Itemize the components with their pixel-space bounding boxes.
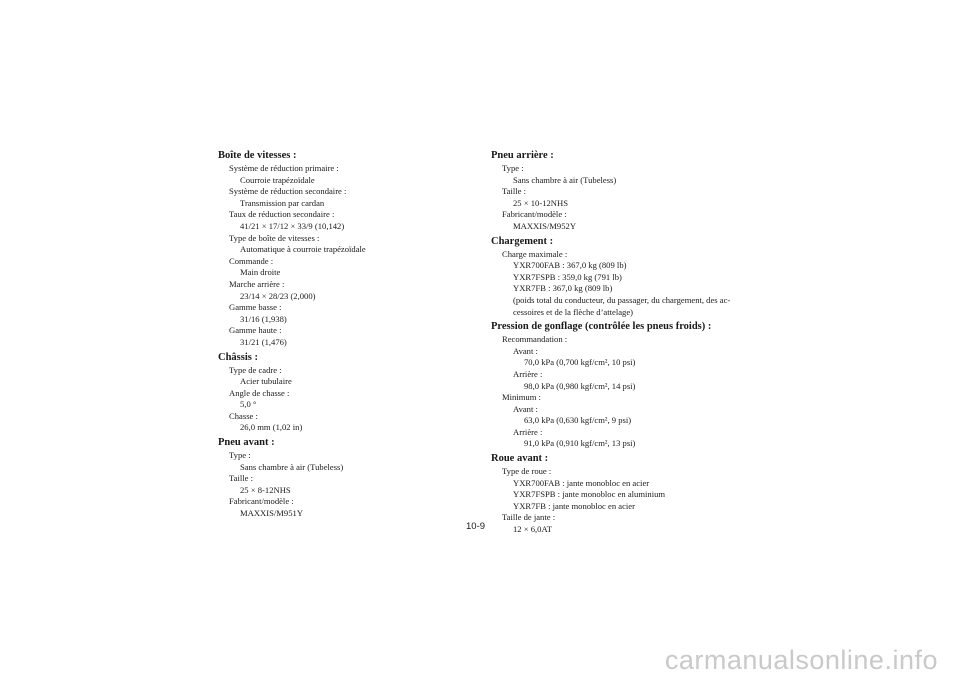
spec-label: Type : xyxy=(229,450,251,461)
spec-label: Type de cadre : xyxy=(229,364,282,375)
spec-value: YXR7FB : 367,0 kg (809 lb) xyxy=(513,283,613,294)
spec-label: Type : xyxy=(502,163,524,173)
spec-value: 5,0 ° xyxy=(240,399,257,410)
spec-value: Sans chambre à air (Tubeless) xyxy=(240,461,344,472)
spec-label: Angle de chasse : xyxy=(229,387,290,398)
spec-value: Acier tubulaire xyxy=(240,376,292,387)
spec-value: 70,0 kPa (0,700 kgf/cm², 10 psi) xyxy=(524,357,636,368)
spec-value: 98,0 kPa (0,980 kgf/cm², 14 psi) xyxy=(524,380,636,391)
spec-label: Gamme haute : xyxy=(229,325,282,336)
spec-value: YXR7FSPB : jante monobloc en aluminium xyxy=(513,489,666,500)
spec-label: Système de réduction secondaire : xyxy=(229,186,347,197)
spec-label: Type de roue : xyxy=(502,466,552,477)
spec-value: Transmission par cardan xyxy=(240,197,325,208)
spec-value: 41/21 × 17/12 × 33/9 (10,142) xyxy=(240,220,345,231)
spec-label: Marche arrière : xyxy=(229,278,285,289)
spec-value: Arrière : xyxy=(513,368,543,379)
spec-label: Taille : xyxy=(229,473,253,484)
spec-label: Taille : xyxy=(502,186,526,197)
watermark: carmanualsonline.info xyxy=(664,645,938,675)
spec-value: 63,0 kPa (0,630 kgf/cm², 9 psi) xyxy=(524,415,632,426)
spec-value: Sans chambre à air (Tubeless) xyxy=(513,174,617,185)
spec-label: Minimum : xyxy=(502,392,541,403)
section-heading: Chargement : xyxy=(491,235,554,247)
spec-value: 26,0 mm (1,02 in) xyxy=(240,422,303,433)
spec-value: YXR7FB : jante monobloc en acier xyxy=(513,500,635,511)
left-spec-column xyxy=(218,147,468,520)
spec-value: (poids total du conducteur, du passager, du chargement, des ac- xyxy=(513,294,731,305)
spec-value: MAXXIS/M952Y xyxy=(513,220,577,231)
spec-label: Type de boîte de vitesses : xyxy=(229,232,320,243)
spec-value: 25 × 8-12NHS xyxy=(240,484,291,495)
spec-value: 25 × 10-12NHS xyxy=(513,197,568,208)
spec-label: Chasse : xyxy=(229,410,258,421)
right-spec-column xyxy=(491,147,761,536)
spec-value: 12 × 6,0AT xyxy=(513,524,552,535)
spec-value: Automatique à courroie trapézoïdale xyxy=(240,244,366,255)
spec-label: Taille de jante : xyxy=(502,512,556,523)
spec-value: YXR7FSPB : 359,0 kg (791 lb) xyxy=(513,271,622,282)
spec-value: MAXXIS/M951Y xyxy=(240,508,304,519)
spec-label: Gamme basse : xyxy=(229,302,282,313)
section-heading: Pression de gonflage (contrôlée les pneus froids) : xyxy=(491,321,712,333)
spec-value: Avant : xyxy=(513,345,538,356)
spec-label: Fabricant/modèle : xyxy=(229,496,294,507)
spec-label: Commande : xyxy=(229,255,274,266)
spec-value: 91,0 kPa (0,910 kgf/cm², 13 psi) xyxy=(524,438,636,449)
spec-value: cessoires et de la flèche d’attelage) xyxy=(513,306,634,317)
spec-label: Système de réduction primaire : xyxy=(229,163,339,173)
spec-value: Main droite xyxy=(240,267,281,278)
section-heading: Pneu avant : xyxy=(218,437,275,449)
spec-value: 31/21 (1,476) xyxy=(240,336,287,347)
spec-label: Charge maximale : xyxy=(502,248,568,259)
spec-label: Fabricant/modèle : xyxy=(502,209,567,220)
spec-value: Avant : xyxy=(513,403,538,414)
spec-label: Taux de réduction secondaire : xyxy=(229,209,335,220)
spec-label: Recommandation : xyxy=(502,334,568,345)
spec-value: 23/14 × 28/23 (2,000) xyxy=(240,290,316,301)
spec-value: 31/16 (1,938) xyxy=(240,313,287,324)
section-heading: Boîte de vitesses : xyxy=(218,150,297,161)
section-heading: Roue avant : xyxy=(491,453,549,465)
spec-value: YXR700FAB : 367,0 kg (809 lb) xyxy=(513,260,627,271)
section-heading: Châssis : xyxy=(218,351,258,363)
spec-value: Courroie trapézoïdale xyxy=(240,174,315,185)
section-heading: Pneu arrière : xyxy=(491,150,554,161)
page-number: 10-9 xyxy=(466,521,486,532)
spec-value: Arrière : xyxy=(513,426,543,437)
spec-value: YXR700FAB : jante monobloc en acier xyxy=(513,477,650,488)
